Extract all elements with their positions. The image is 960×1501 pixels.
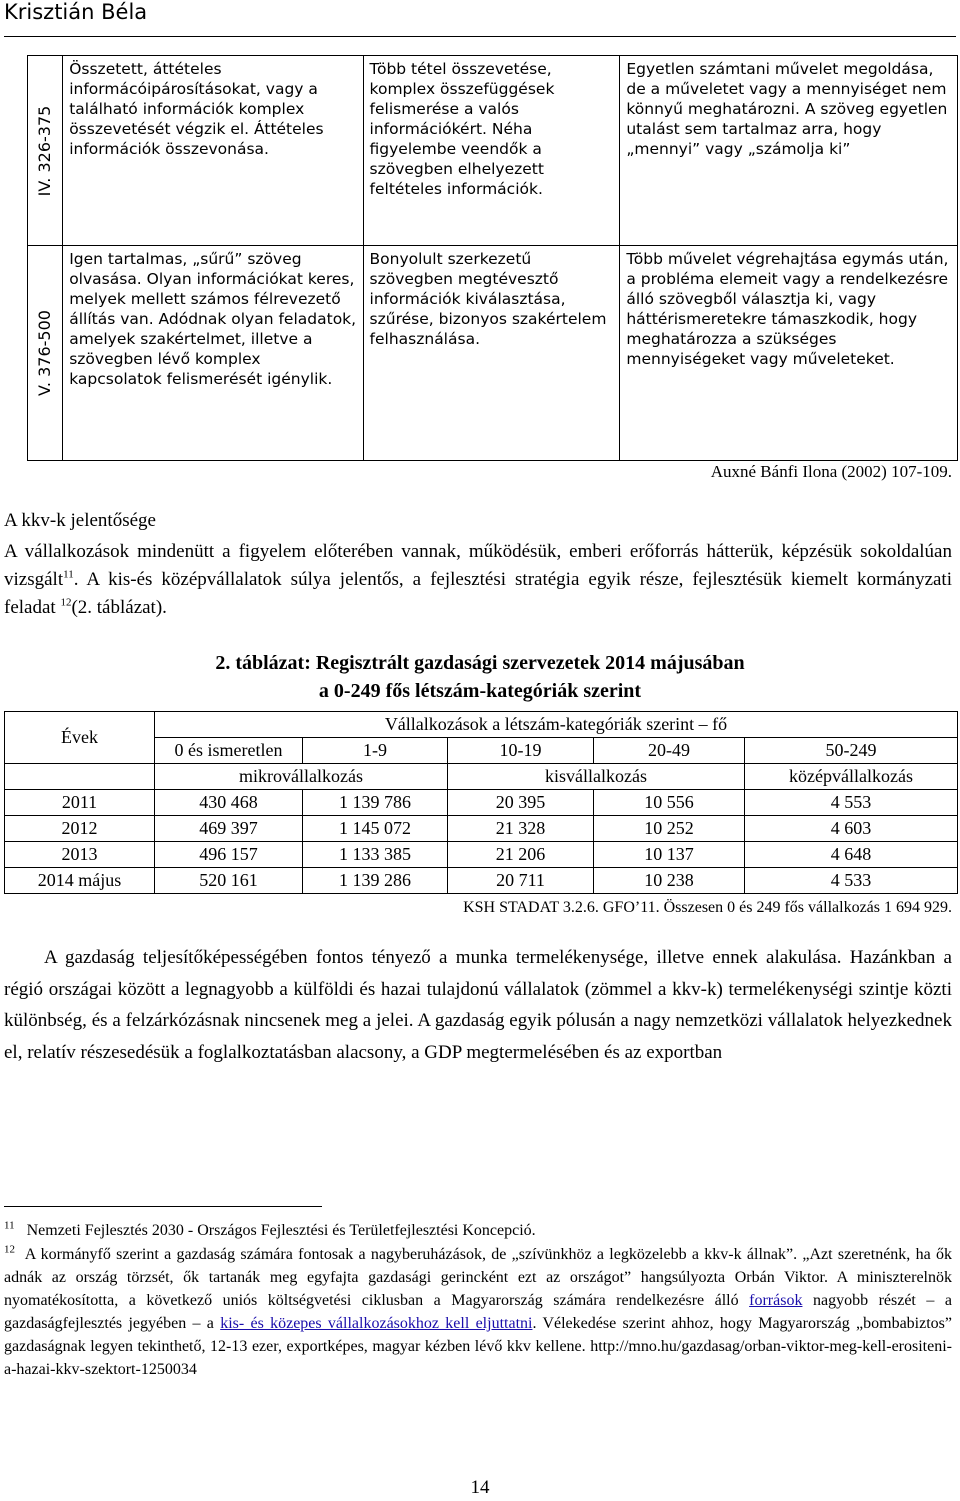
table-row — [28, 56, 958, 246]
table-cell: 10 556 — [594, 790, 745, 816]
table-cell: 520 161 — [155, 868, 303, 894]
enterprise-table — [4, 711, 958, 894]
running-header-author: Krisztián Béla — [4, 0, 148, 24]
level-cell — [28, 246, 63, 461]
footnote-text: nagyobb részét – a gazdaságfejlesztés jegyében – a — [4, 1292, 952, 1332]
footnote-11 — [4, 1219, 952, 1242]
footnote-ref-12[interactable]: 12 — [60, 596, 72, 609]
table-row — [5, 842, 958, 868]
footnote-text: . Vélekedése szerint ahhoz, hogy Magyarország „bombabiztos” gazdaságnak legyen tekinthető, 12-13 ezer, exportképes, magyar kézben lévő kkv kellene. http://mno.hu/gazdasag/orban-viktor-meg-kell-erositeni-a-hazai-kkv-szektort-1250034 — [4, 1315, 952, 1378]
year-cell: 2011 — [5, 790, 155, 816]
column-header: 20-49 — [594, 738, 745, 764]
footnote-ref-11[interactable]: 11 — [63, 568, 74, 581]
table-cell: 4 553 — [745, 790, 958, 816]
table-caption-line1: 2. táblázat: Regisztrált gazdasági szervezetek 2014 májusában — [215, 652, 745, 674]
link-forrasok[interactable]: források — [749, 1292, 803, 1309]
table-row — [28, 246, 958, 461]
year-cell: 2013 — [5, 842, 155, 868]
table-cell: 10 137 — [594, 842, 745, 868]
table-cell: 21 328 — [448, 816, 594, 842]
year-cell: 2014 május — [5, 868, 155, 894]
table-category-row — [5, 764, 958, 790]
table-row — [5, 790, 958, 816]
section-heading: A kkv-k jelentősége — [4, 510, 156, 531]
table-cell — [5, 764, 155, 790]
table-cell: 496 157 — [155, 842, 303, 868]
table-cell: 20 395 — [448, 790, 594, 816]
column-header: 10-19 — [448, 738, 594, 764]
footnote-number: 12 — [4, 1243, 15, 1256]
table-cell: Több tétel összevetése, komplex összefüggések felismerése a valós információkért. Néha figyelembe veendők a szövegben elhelyezett feltételes információk. — [363, 56, 620, 246]
table-cell: 4 648 — [745, 842, 958, 868]
column-header: 50-249 — [745, 738, 958, 764]
level-label: V. 376-500 — [35, 310, 55, 396]
footnote-number: 11 — [4, 1219, 15, 1232]
table-cell: 469 397 — [155, 816, 303, 842]
table-header-row — [5, 712, 958, 738]
table-caption-line2: a 0-249 fős létszám-kategóriák szerint — [318, 680, 642, 702]
footnote-text: Nemzeti Fejlesztés 2030 - Országos Fejlesztési és Területfejlesztési Koncepció. — [26, 1222, 536, 1239]
table-cell: Egyetlen számtani művelet megoldása, de a műveletet vagy a mennyiséget nem könnyű meghatározni. A szöveg egyetlen utalást sem tartalmaz arra, hogy „mennyi” vagy „számolja ki” — [620, 56, 958, 246]
link-kkv[interactable]: kis- és közepes vállalkozásokhoz kell eljuttatni — [220, 1315, 533, 1332]
table-cell: Több művelet végrehajtása egymás után, a probléma elemeit vagy a rendelkezésre álló szövegből választja ki, vagy háttérismeretekre támaszkodik, hogy meghatározza a szükséges mennyiségeket vagy műveleteket. — [620, 246, 958, 461]
table-source-note: KSH STADAT 3.2.6. GFO’11. Összesen 0 és 249 fős vállalkozás 1 694 929. — [463, 899, 952, 916]
category-header: kisvállalkozás — [448, 764, 745, 790]
paragraph-productivity: A gazdaság teljesítőképességében fontos tényező a munka termelékenysége, illetve ennek alakulása. Hazánkban a régió országai között a legnagyobb a külföldi és hazai tulajdonú vállalatok (zömmel a kkv-k) termelékenységi szintje közti különbség, és a felzárkózásnak nincsenek meg a jelei. A gazdaság egyik pólusán a nagy nemzetközi vállalatok helyezkednek el, relatív részesedésük a foglalkoztatásban alacsony, a GDP megtermelésében és az exportban — [4, 947, 952, 1063]
table-cell: 4 533 — [745, 868, 958, 894]
footnote-text: A kormányfő szerint a gazdaság számára fontosak a nagyberuházások, de „szívünkhöz a legközelebb a kkv-k állnak”. „Azt szeretnénk, ha ők adnák az ország törzsét, ők tartanák meg egyfajta gazdasági gerincként ezt az országot” hangsúlyozta Orbán Viktor. A miniszterelnök nyomatékosította, a következő uniós költségvetési ciklusban a Magyarország számára rendelkezésre álló — [4, 1246, 952, 1309]
category-header: középvállalkozás — [745, 764, 958, 790]
table-cell: Igen tartalmas, „sűrű” szöveg olvasása. Olyan információkat keres, melyek mellett számos félrevezető állítás van. Adódnak olyan feladatok, amelyek szakértelmet, illetve a szövegben lévő komplex kapcsolatok felismerését igénylik. — [63, 246, 363, 461]
table-cell: 1 139 786 — [303, 790, 448, 816]
table-cell: 1 139 286 — [303, 868, 448, 894]
paragraph-intro — [4, 538, 952, 622]
table-row — [5, 868, 958, 894]
column-header: 1-9 — [303, 738, 448, 764]
table-cell: 10 238 — [594, 868, 745, 894]
table-row — [5, 816, 958, 842]
table-cell: 10 252 — [594, 816, 745, 842]
header-rule — [4, 36, 956, 37]
table-cell: 1 145 072 — [303, 816, 448, 842]
year-cell: 2012 — [5, 816, 155, 842]
text-run: . A kis-és középvállalatok súlya jelentős, a fejlesztési stratégia egyik része, fejlesztésük kiemelt kormányzati feladat — [4, 569, 952, 618]
footnote-12 — [4, 1243, 952, 1381]
table-cell: 4 603 — [745, 816, 958, 842]
literacy-levels-table — [27, 55, 958, 461]
text-run: (2. táblázat). — [71, 597, 167, 618]
page-number: 14 — [470, 1477, 490, 1498]
level-label: IV. 326-375 — [35, 105, 55, 196]
table-cell: Bonyolult szerkezetű szövegben megtévesztő információk kiválasztása, szűrése, bizonyos szakértelem felhasználása. — [363, 246, 620, 461]
footnote-separator — [4, 1206, 322, 1207]
table-cell: 21 206 — [448, 842, 594, 868]
column-header: 0 és ismeretlen — [155, 738, 303, 764]
table-cell: Összetett, áttételes informácóipárosításokat, vagy a található információk komplex összevetését végzik el. Áttételes információk összevonása. — [63, 56, 363, 246]
level-cell — [28, 56, 63, 246]
group-header: Vállalkozások a létszám-kategóriák szerint – fő — [155, 712, 958, 738]
table-cell: 1 133 385 — [303, 842, 448, 868]
text-run: A vállalkozások mindenütt a figyelem előterében vannak, működésük, emberi erőforrás hátterük, képzésük sokoldalúan vizsgált — [4, 541, 952, 590]
table-cell: 430 468 — [155, 790, 303, 816]
table-cell: 20 711 — [448, 868, 594, 894]
category-header: mikrovállalkozás — [155, 764, 448, 790]
table-citation: Auxné Bánfi Ilona (2002) 107-109. — [710, 462, 952, 481]
years-header: Évek — [5, 712, 155, 764]
